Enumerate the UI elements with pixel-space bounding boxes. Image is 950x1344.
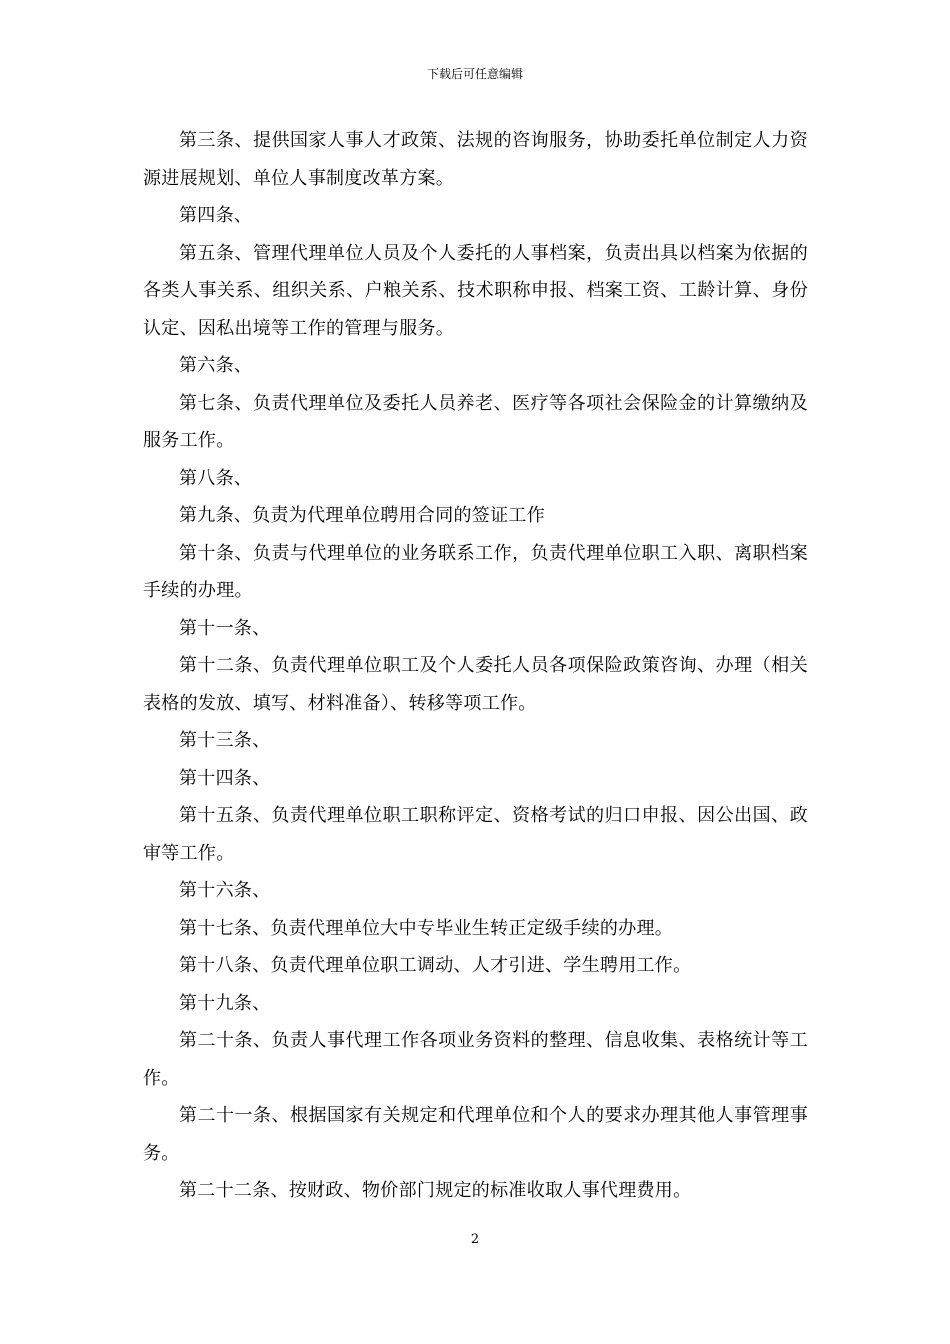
page-header: 下载后可任意编辑 bbox=[426, 67, 523, 81]
article-20: 第二十条、负责人事代理工作各项业务资料的整理、信息收集、表格统计等工作。 bbox=[143, 1030, 808, 1089]
article-9: 第九条、负责为代理单位聘用合同的签证工作 bbox=[179, 505, 545, 526]
article-15: 第十五条、负责代理单位职工职称评定、资格考试的归口申报、因公出国、政审等工作。 bbox=[143, 805, 808, 864]
document-body bbox=[143, 122, 808, 1210]
article-3: 第三条、提供国家人事人才政策、法规的咨询服务，协助委托单位制定人力资源进展规划、单位人事制度改革方案。 bbox=[143, 130, 808, 189]
article-5: 第五条、管理代理单位人员及个人委托的人事档案，负责出具以档案为依据的各类人事关系、组织关系、户粮关系、技术职称申报、档案工资、工龄计算、身份认定、因私出境等工作的管理与服务。 bbox=[143, 242, 808, 339]
article-16: 第十六条、 bbox=[179, 880, 271, 901]
article-12: 第十二条、负责代理单位职工及个人委托人员各项保险政策咨询、办理（相关表格的发放、填写、材料准备）、转移等项工作。 bbox=[143, 655, 808, 714]
article-22: 第二十二条、按财政、物价部门规定的标准收取人事代理费用。 bbox=[179, 1180, 692, 1201]
article-6: 第六条、 bbox=[179, 355, 253, 376]
article-11: 第十一条、 bbox=[179, 617, 271, 639]
article-14: 第十四条、 bbox=[179, 767, 271, 789]
article-10: 第十条、负责与代理单位的业务联系工作，负责代理单位职工入职、离职档案手续的办理。 bbox=[143, 542, 808, 601]
article-19: 第十九条、 bbox=[179, 992, 271, 1014]
article-4: 第四条、 bbox=[179, 205, 253, 226]
article-8: 第八条、 bbox=[179, 467, 253, 489]
page-number: 2 bbox=[470, 1232, 480, 1247]
article-17: 第十七条、负责代理单位大中专毕业生转正定级手续的办理。 bbox=[179, 917, 674, 939]
article-13: 第十三条、 bbox=[179, 730, 271, 751]
article-18: 第十八条、负责代理单位职工调动、人才引进、学生聘用工作。 bbox=[179, 955, 692, 976]
article-21: 第二十一条、根据国家有关规定和代理单位和个人的要求办理其他人事管理事务。 bbox=[143, 1105, 808, 1164]
article-7: 第七条、负责代理单位及委托人员养老、医疗等各项社会保险金的计算缴纳及服务工作。 bbox=[143, 392, 808, 451]
